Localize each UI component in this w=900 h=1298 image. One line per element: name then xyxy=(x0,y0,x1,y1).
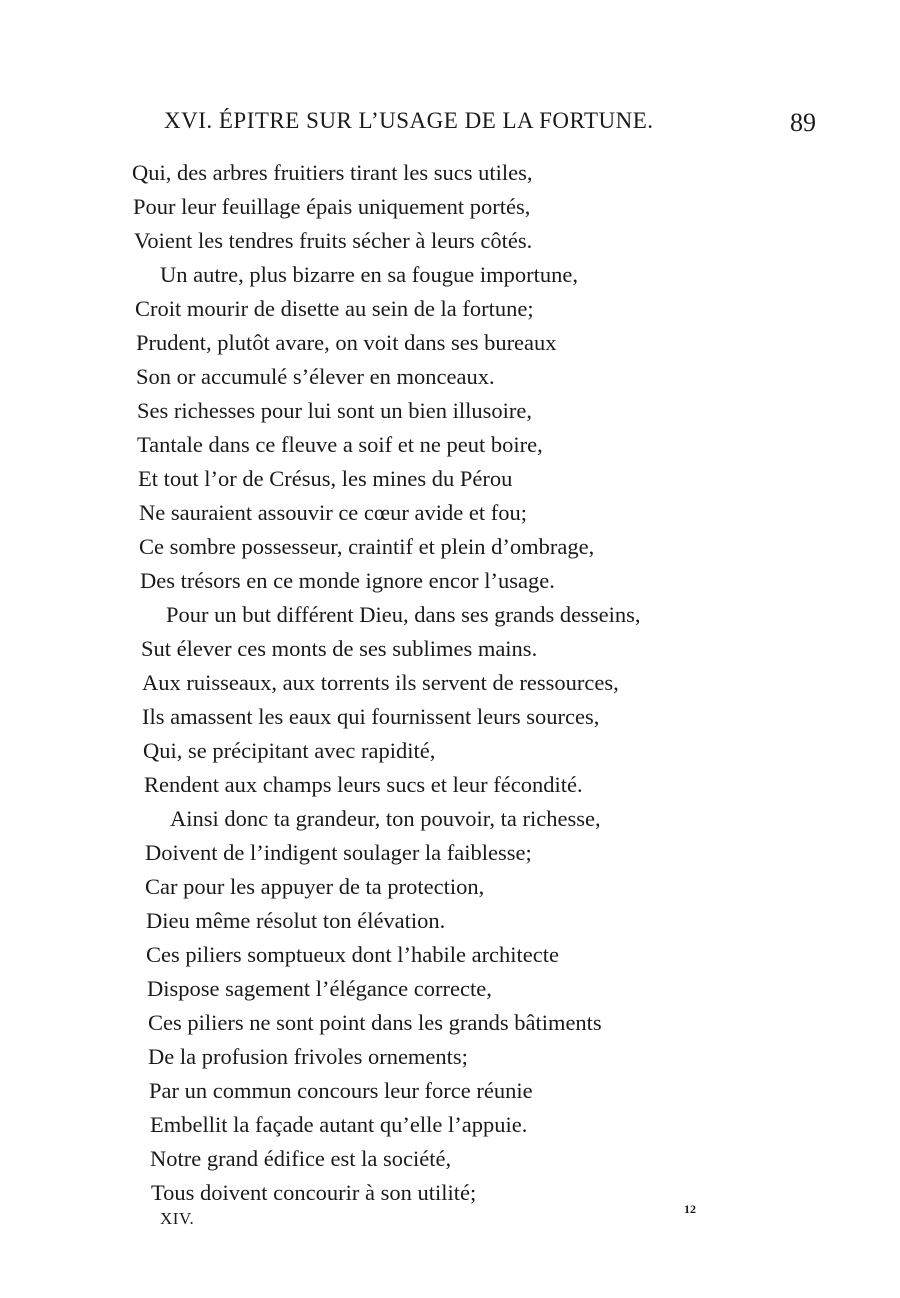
verse-line: Et tout l’or de Crésus, les mines du Pérou xyxy=(138,466,513,491)
verse-line: Embellit la façade autant qu’elle l’appuie. xyxy=(150,1112,528,1137)
verse-line: Voient les tendres fruits sécher à leurs côtés. xyxy=(134,228,533,253)
verse-line: Ce sombre possesseur, craintif et plein d’ombrage, xyxy=(139,534,595,559)
running-title: XVI. ÉPITRE SUR L’USAGE DE LA FORTUNE. xyxy=(164,108,654,133)
verse-line: Un autre, plus bizarre en sa fougue importune, xyxy=(160,262,578,287)
gathering-number: 12 xyxy=(684,1202,696,1216)
verse-line: Ils amassent les eaux qui fournissent leurs sources, xyxy=(142,704,600,729)
verse-line: Pour un but différent Dieu, dans ses grands desseins, xyxy=(166,602,641,627)
verse-line: Notre grand édifice est la société, xyxy=(150,1146,452,1171)
verse-line: Pour leur feuillage épais uniquement portés, xyxy=(133,194,531,219)
verse-line: Ainsi donc ta grandeur, ton pouvoir, ta richesse, xyxy=(170,806,601,831)
verse-line: Ne sauraient assouvir ce cœur avide et fou; xyxy=(139,500,527,525)
verse-line: Sut élever ces monts de ses sublimes mains. xyxy=(141,636,538,661)
page-number: 89 xyxy=(790,108,816,137)
verse-line: Des trésors en ce monde ignore encor l’usage. xyxy=(140,568,555,593)
verse-line: Ces piliers ne sont point dans les grands bâtiments xyxy=(148,1010,602,1035)
verse-line: Doivent de l’indigent soulager la faiblesse; xyxy=(145,840,532,865)
verse-line: Son or accumulé s’élever en monceaux. xyxy=(136,364,495,389)
verse-line: Dieu même résolut ton élévation. xyxy=(146,908,446,933)
verse-line: Ses richesses pour lui sont un bien illusoire, xyxy=(137,398,532,423)
verse-line: Tous doivent concourir à son utilité; xyxy=(151,1180,477,1205)
verse-line: Ces piliers somptueux dont l’habile architecte xyxy=(146,942,560,967)
verse-line: De la profusion frivoles ornements; xyxy=(148,1044,468,1069)
verse-line: Aux ruisseaux, aux torrents ils servent de ressources, xyxy=(142,670,619,695)
verse-line: Qui, se précipitant avec rapidité, xyxy=(143,738,436,763)
verse-line: Dispose sagement l’élégance correcte, xyxy=(147,976,492,1001)
verse-line: Croit mourir de disette au sein de la fortune; xyxy=(135,296,534,321)
verse-line: Car pour les appuyer de ta protection, xyxy=(145,874,485,899)
verse-line: Tantale dans ce fleuve a soif et ne peut boire, xyxy=(137,432,543,457)
verse-line: Prudent, plutôt avare, on voit dans ses bureaux xyxy=(136,330,557,355)
signature-mark: XIV. xyxy=(160,1209,195,1228)
running-head xyxy=(0,108,900,144)
verse-line: Rendent aux champs leurs sucs et leur fécondité. xyxy=(144,772,583,797)
verse-line: Par un commun concours leur force réunie xyxy=(149,1078,533,1103)
verse-line: Qui, des arbres fruitiers tirant les sucs utiles, xyxy=(132,160,533,185)
